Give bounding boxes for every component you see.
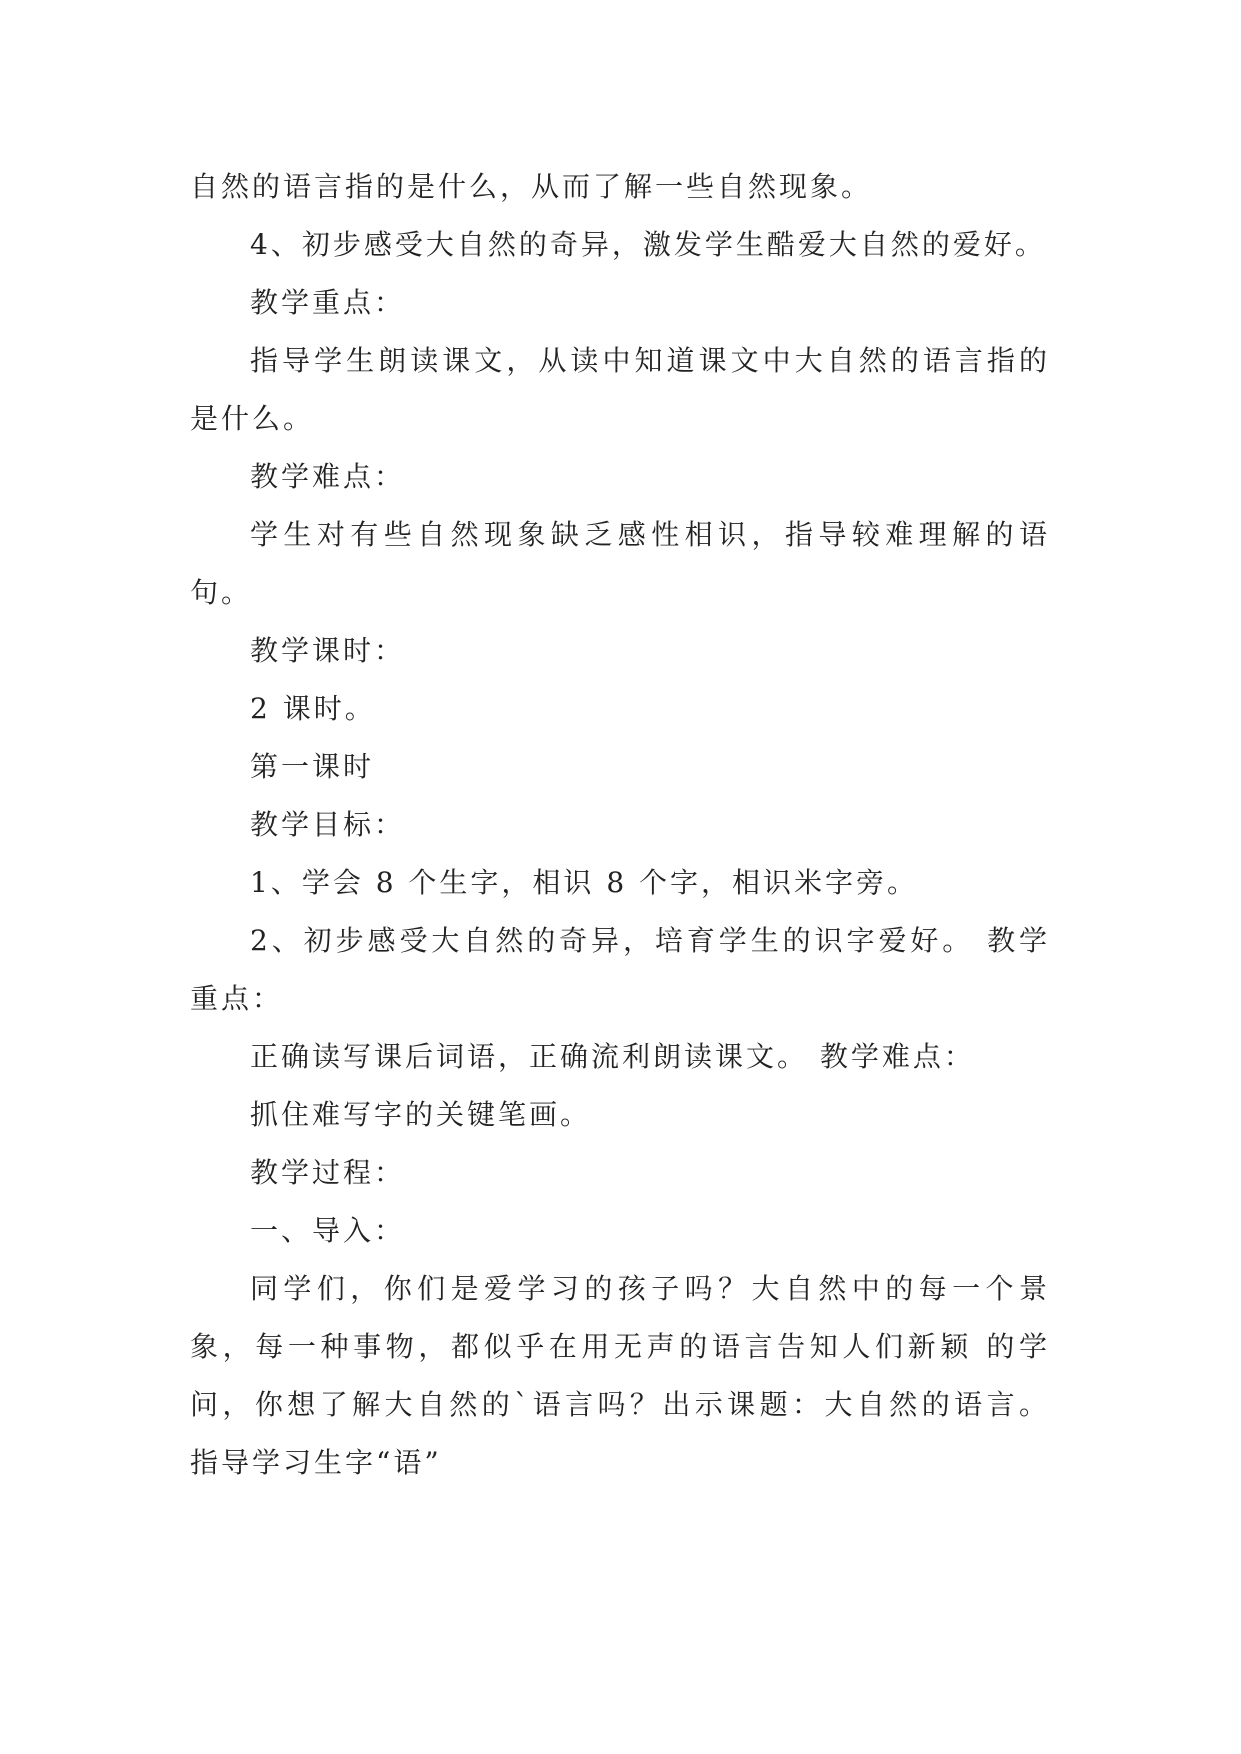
paragraph: 4、初步感受大自然的奇异，激发学生酷爱大自然的爱好。: [250, 228, 1046, 261]
section-heading: 教学难点：: [250, 460, 406, 493]
list-item: 1、学会 8 个生字，相识 8 个字，相识米字旁。: [250, 866, 919, 899]
section-heading: 一、导入：: [250, 1214, 406, 1247]
paragraph: 学生对有些自然现象缺乏感性相识，指导较难理解的语句。: [190, 518, 1050, 609]
section-heading: 第一课时: [250, 750, 375, 783]
list-item: 2、初步感受大自然的奇异，培育学生的识字爱好。 教学重点：: [190, 924, 1050, 1015]
section-heading: 教学重点：: [250, 286, 406, 319]
paragraph: 抓住难写字的关键笔画。: [250, 1098, 592, 1131]
paragraph: 2 课时。: [250, 692, 376, 725]
section-heading: 教学课时：: [250, 634, 406, 667]
paragraph: 自然的语言指的是什么，从而了解一些自然现象。: [190, 170, 873, 203]
paragraph: 正确读写课后词语，正确流利朗读课文。 教学难点：: [250, 1040, 975, 1073]
paragraph: 指导学生朗读课文，从读中知道课文中大自然的语言指的是什么。: [190, 344, 1050, 435]
section-heading: 教学过程：: [250, 1156, 406, 1189]
section-heading: 教学目标：: [250, 808, 406, 841]
document-body: [190, 158, 1050, 1492]
paragraph: 同学们，你们是爱学习的孩子吗？大自然中的每一个景象，每一种事物，都似乎在用无声的语言告知人们新颖 的学问，你想了解大自然的`语言吗？出示课题：大自然的语言。 指导学习生字“语”: [190, 1272, 1050, 1479]
